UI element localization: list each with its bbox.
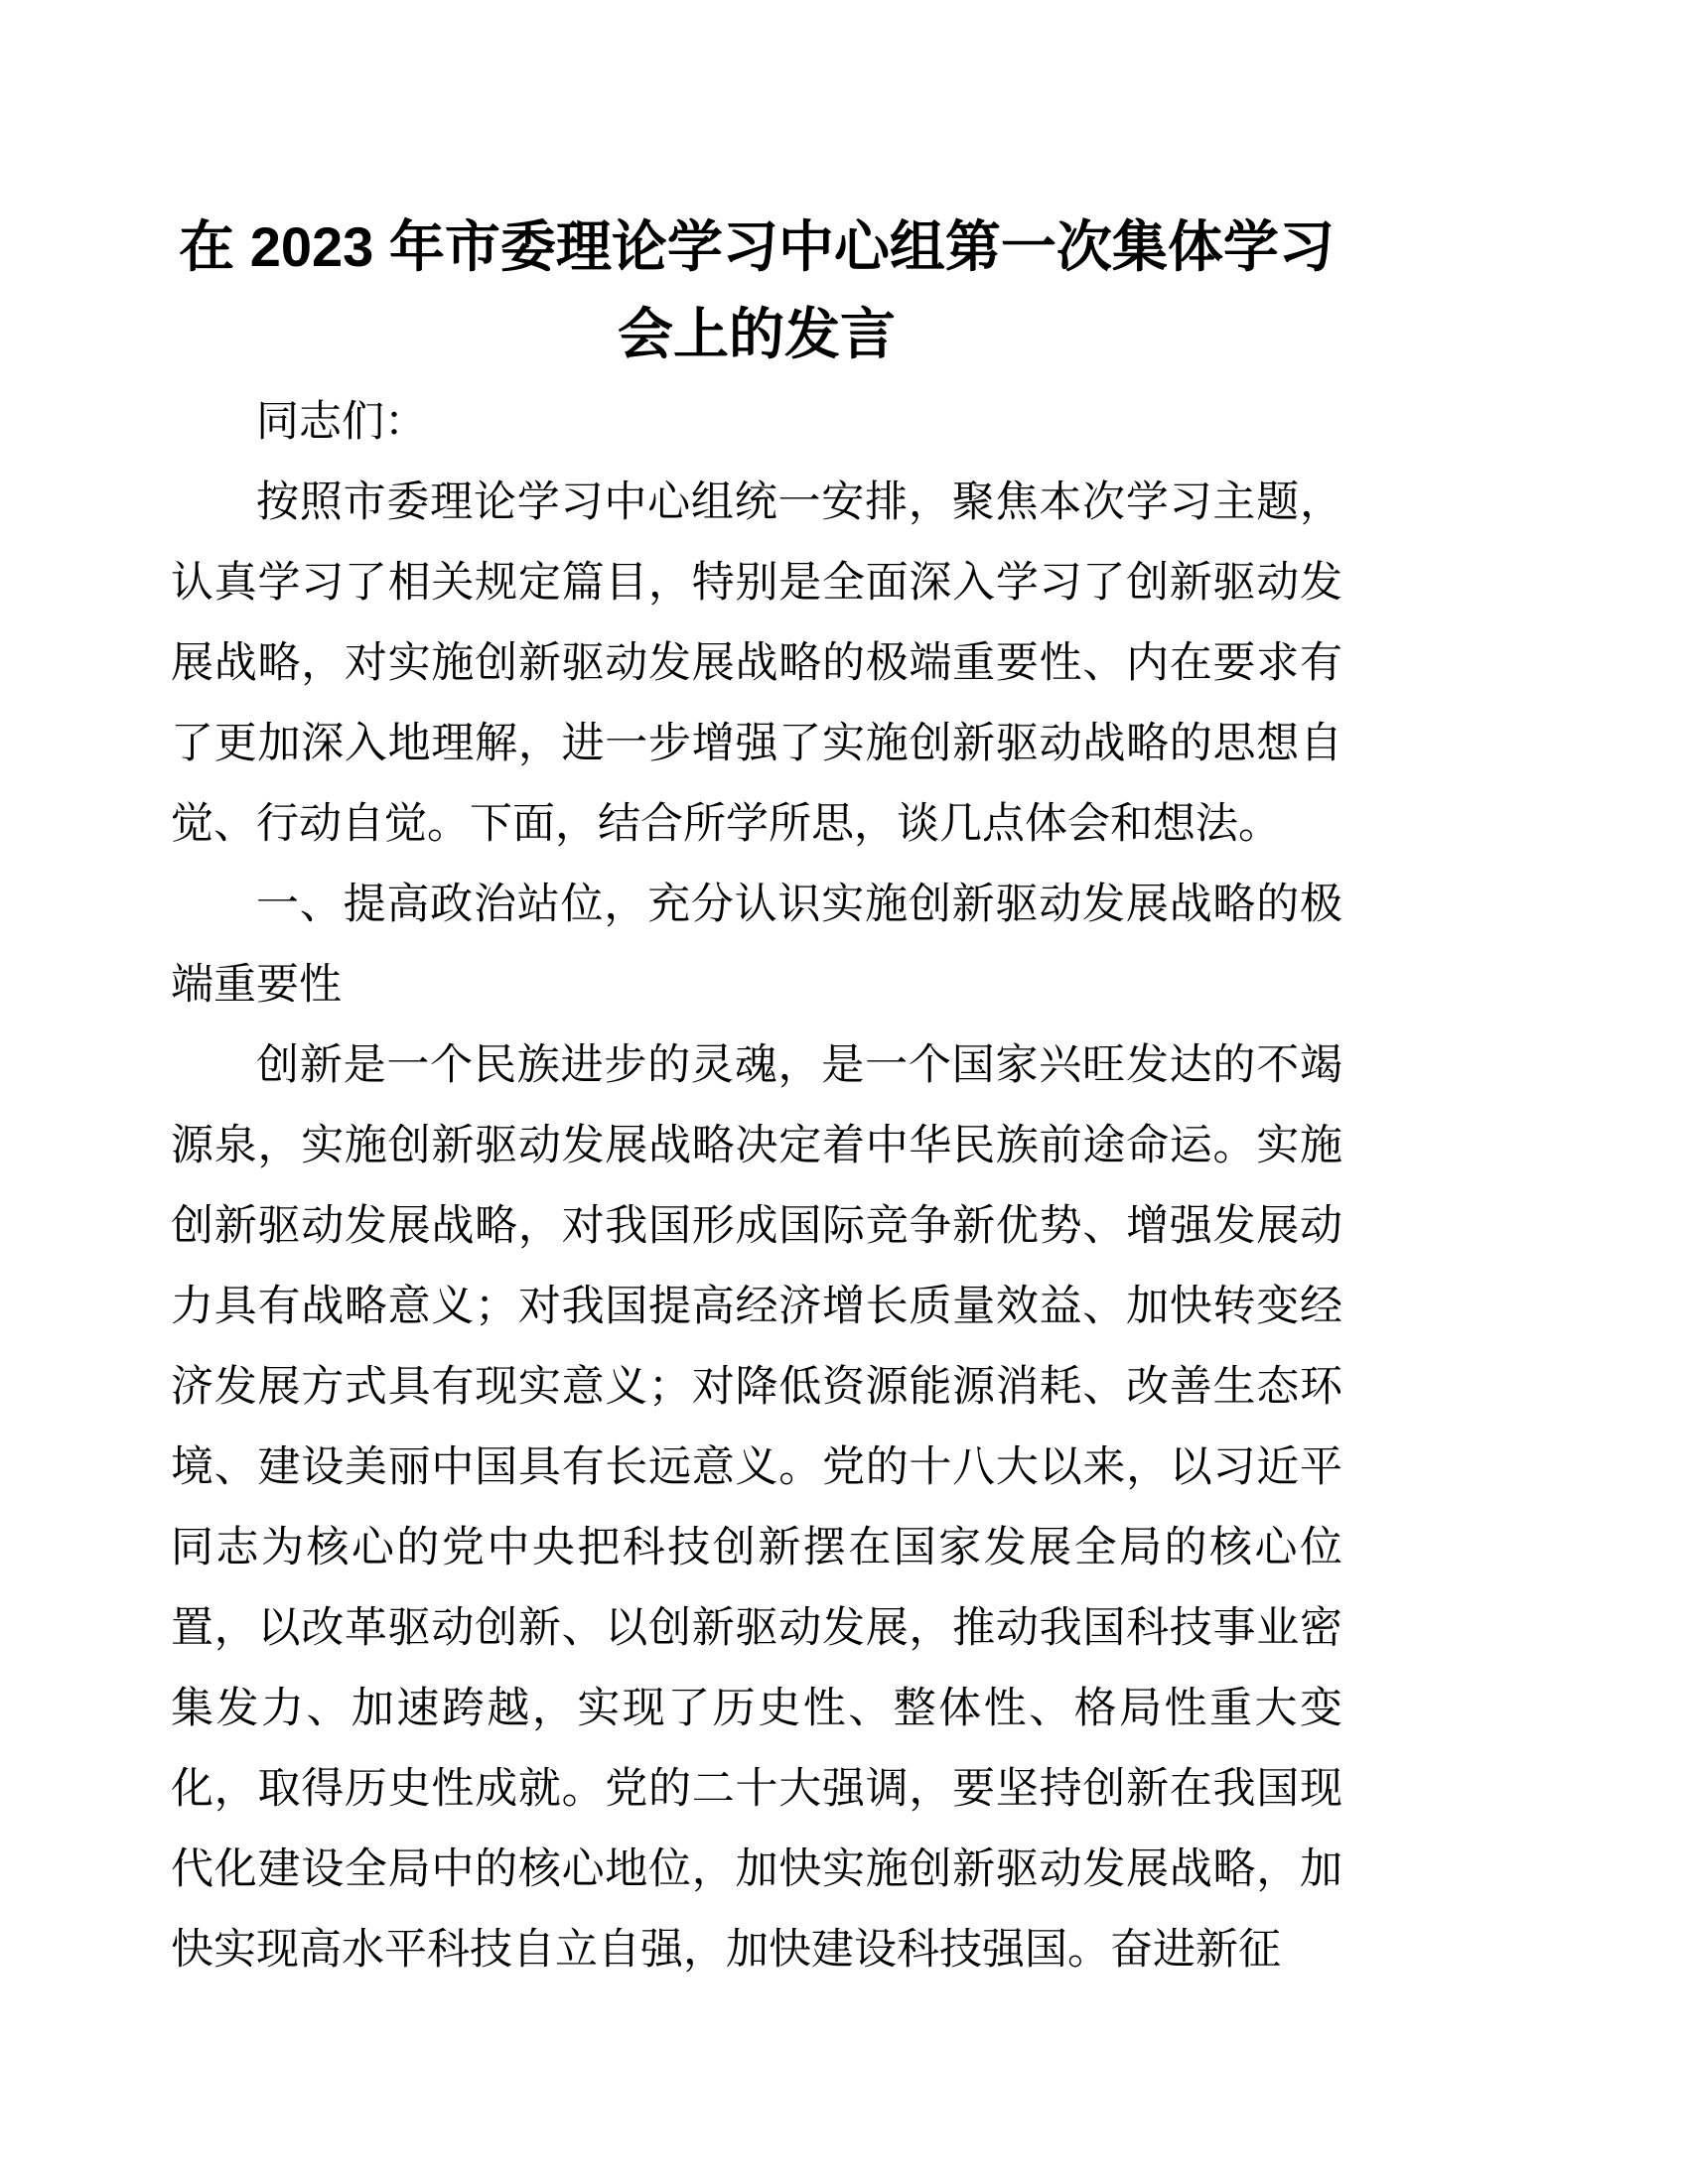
salutation: 同志们： (256, 398, 427, 446)
document-body (171, 382, 1342, 1990)
section-heading-1: 一、提高政治站位，充分认识实施创新驱动发展战略的极端重要性 (171, 881, 1342, 1009)
document-title: 在 2023 年市委理论学习中心组第一次集体学习会上的发言 (179, 215, 1335, 365)
paragraph-opening: 按照市委理论学习中心组统一安排，聚焦本次学习主题，认真学习了相关规定篇目，特别是全面深入学习了创新驱动发展战略，对实施创新驱动发展战略的极端重要性、内在要求有了更加深入地理解，进一步增强了实施创新驱动战略的思想自觉、行动自觉。下面，结合所学所思，谈几点体会和想法。 (171, 478, 1342, 848)
paragraph-section-1-body: 创新是一个民族进步的灵魂，是一个国家兴旺发达的不竭源泉，实施创新驱动发展战略决定着中华民族前途命运。实施创新驱动发展战略，对我国形成国际竞争新优势、增强发展动力具有战略意义；对我国提高经济增长质量效益、加快转变经济发展方式具有现实意义；对降低资源能源消耗、改善生态环境、建设美丽中国具有长远意义。党的十八大以来，以习近平同志为核心的党中央把科技创新摆在国家发展全局的核心位置，以改革驱动创新、以创新驱动发展，推动我国科技事业密集发力、加速跨越，实现了历史性、整体性、格局性重大变化，取得历史性成就。党的二十大强调，要坚持创新在我国现代化建设全局中的核心地位，加快实施创新驱动发展战略，加快实现高水平科技自立自强，加快建设科技强国。奋进新征 (171, 1041, 1342, 1974)
